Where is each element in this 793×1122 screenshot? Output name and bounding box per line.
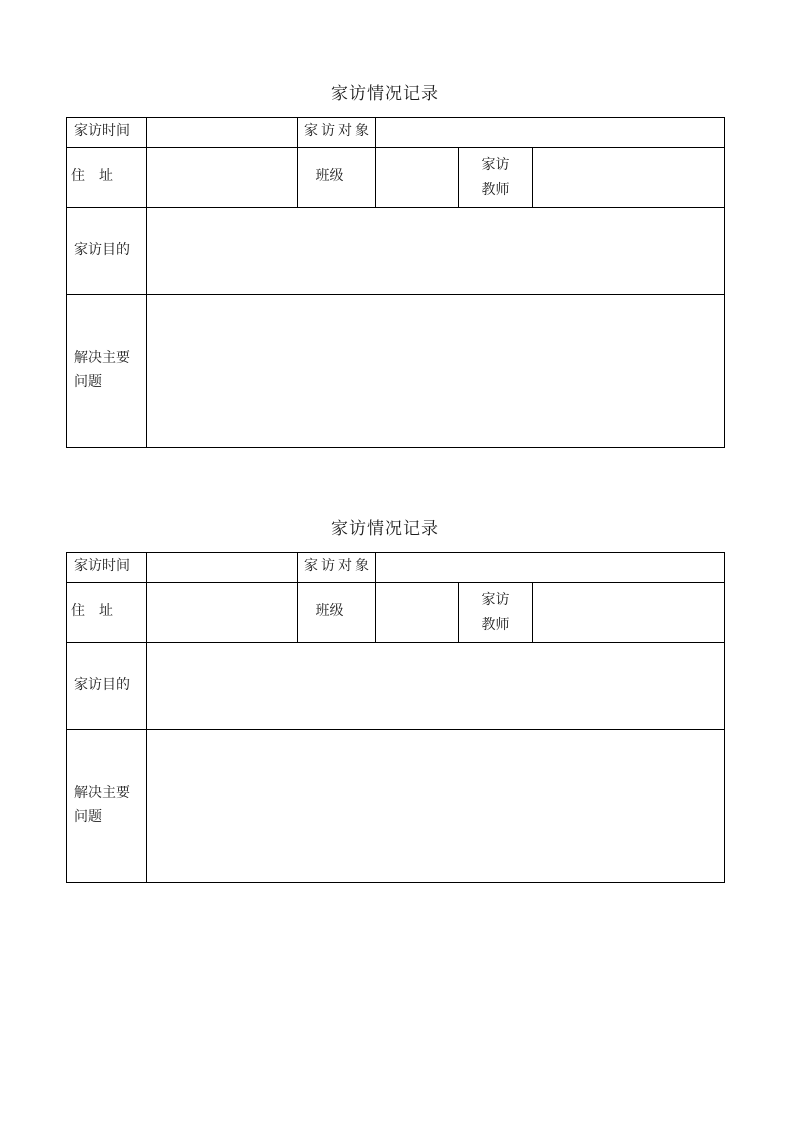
table-row [67, 295, 725, 448]
field-class[interactable] [376, 583, 459, 643]
label-main-problems-line2: 问题 [74, 375, 102, 390]
label-visit-target: 家访对象 [298, 118, 376, 148]
field-main-problems[interactable] [147, 295, 725, 448]
label-main-problems-line2: 问题 [74, 810, 102, 825]
home-visit-table-2 [66, 552, 725, 883]
field-visit-target[interactable] [376, 118, 725, 148]
table-row [67, 148, 725, 208]
label-class: 班级 [298, 583, 376, 643]
field-address[interactable] [147, 148, 298, 208]
field-visit-teacher[interactable] [533, 148, 725, 208]
table-row [67, 553, 725, 583]
label-class: 班级 [298, 148, 376, 208]
label-visit-teacher-line2: 教师 [481, 182, 510, 198]
field-class[interactable] [376, 148, 459, 208]
field-address[interactable] [147, 583, 298, 643]
field-visit-target[interactable] [376, 553, 725, 583]
label-visit-purpose: 家访目的 [67, 643, 147, 730]
label-visit-target: 家访对象 [298, 553, 376, 583]
label-visit-purpose: 家访目的 [67, 208, 147, 295]
label-visit-time: 家访时间 [67, 553, 147, 583]
label-main-problems [67, 295, 147, 448]
table-row [67, 208, 725, 295]
label-visit-teacher [459, 583, 533, 643]
field-main-problems[interactable] [147, 730, 725, 883]
label-visit-teacher-line2: 教师 [481, 617, 510, 633]
home-visit-table-1 [66, 117, 725, 448]
field-visit-teacher[interactable] [533, 583, 725, 643]
field-visit-purpose[interactable] [147, 208, 725, 295]
table-row [67, 118, 725, 148]
field-visit-time[interactable] [147, 553, 298, 583]
label-address: 住 址 [67, 148, 147, 208]
label-address: 住 址 [67, 583, 147, 643]
table-row [67, 730, 725, 883]
label-visit-teacher-line1: 家访 [481, 157, 510, 173]
label-main-problems-line1: 解决主要 [74, 786, 130, 801]
label-visit-teacher [459, 148, 533, 208]
table-row [67, 583, 725, 643]
field-visit-time[interactable] [147, 118, 298, 148]
label-visit-time: 家访时间 [67, 118, 147, 148]
label-main-problems [67, 730, 147, 883]
label-visit-teacher-line1: 家访 [481, 592, 510, 608]
label-main-problems-line1: 解决主要 [74, 351, 130, 366]
form-title: 家访情况记录 [331, 519, 439, 538]
form-title: 家访情况记录 [331, 84, 439, 103]
field-visit-purpose[interactable] [147, 643, 725, 730]
table-row [67, 643, 725, 730]
